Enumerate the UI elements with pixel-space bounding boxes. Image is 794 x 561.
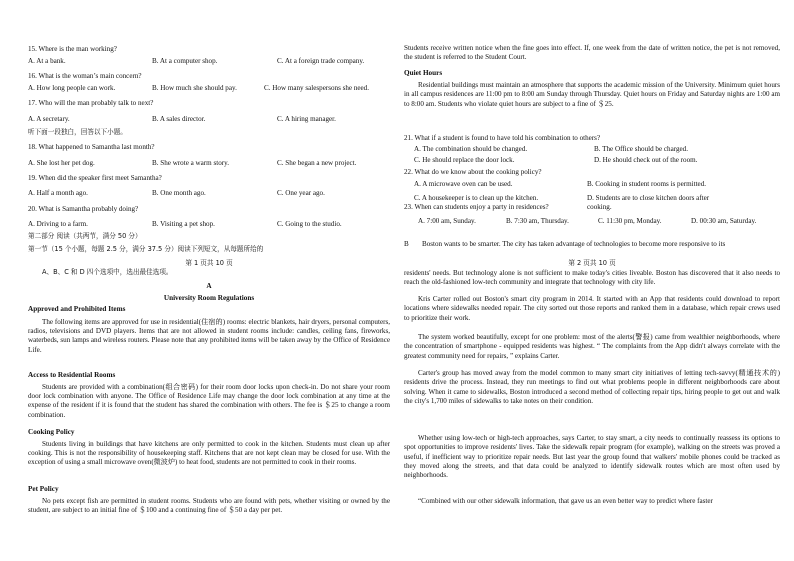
- option: D. 00:30 am, Saturday.: [691, 217, 757, 225]
- question-19: 19. When did the speaker first meet Samantha?: [28, 174, 162, 182]
- heading-cooking: Cooking Policy: [28, 428, 75, 436]
- passage-letter: A: [206, 282, 212, 290]
- question-18: 18. What happened to Samantha last month?: [28, 143, 155, 151]
- option: A. Driving to a farm.: [28, 220, 88, 228]
- option: A. A microwave oven can be used.: [414, 180, 513, 188]
- option: D. Students are to close kitchen doors after: [587, 194, 710, 202]
- para-pet: No pets except fish are permitted in student rooms. Students who are found with pets, whether visiting or owned by the student, are subject to an initial fine of ＄100 and a continuing fine of ＄50 a day per pet.: [28, 497, 390, 515]
- para-b-start: Boston wants to be smarter. The city has taken advantage of technologies to become more responsive to its: [422, 240, 726, 248]
- option: B. The Office should be charged.: [594, 145, 688, 153]
- para-quiet: Residential buildings must maintain an atmosphere that supports the academic mission of the University. Minimum quiet hours in all campus residences are 11:00 pm to 8:00 am Sunday through Thursday. Quiet hours on Friday and Saturday nights are 1:00 am to 8:00 am. Students who violate quiet hours are subject to a fine of ＄25.: [404, 81, 780, 108]
- question-15: 15. Where is the man working?: [28, 45, 117, 53]
- option: C. How many salespersons she need.: [264, 84, 370, 92]
- option: B. Cooking in student rooms is permitted.: [587, 180, 707, 188]
- option: C. He should replace the door lock.: [414, 156, 515, 164]
- option: B. She wrote a warm story.: [152, 159, 229, 167]
- option: A. A secretary.: [28, 115, 70, 123]
- option: B. One month ago.: [152, 189, 206, 197]
- passage-title: University Room Regulations: [163, 294, 255, 302]
- option: B. How much she should pay.: [152, 84, 237, 92]
- heading-access: Access to Residential Rooms: [28, 371, 116, 379]
- option: A. Half a month ago.: [28, 189, 88, 197]
- question-20: 20. What is Samantha probably doing?: [28, 205, 139, 213]
- question-17: 17. Who will the man probably talk to next?: [28, 99, 154, 107]
- option: A. At a bank.: [28, 57, 66, 65]
- option: B. At a computer shop.: [152, 57, 218, 65]
- option: C. She began a new project.: [277, 159, 357, 167]
- passage-b-letter: B: [404, 240, 409, 248]
- option: C. A housekeeper is to clean up the kitchen.: [414, 194, 539, 202]
- listening-instruction: 听下面一段独白，回答以下小题。: [28, 128, 127, 136]
- question-23: 23. When can students enjoy a party in residences?: [404, 203, 549, 211]
- option: C. 11:30 pm, Monday.: [598, 217, 662, 225]
- para-access: Students are provided with a combination(组合密码) for their room door locks upon check-in. Do not share your room door lock combination with anyone. The Office of Residence Life may change the door lock combination at any time at the expense of the resident if it is found that the student has shared the combination with others. The fee is ＄25 to change a room combination.: [28, 383, 390, 419]
- para-b6: “Combined with our other sidewalk information, that gave us an even better way to predict where faster: [418, 497, 713, 505]
- option-cont: cooking.: [587, 203, 612, 211]
- para-b1: residents' needs. But technology alone is not sufficient to make today's cities liveable. Boston has discovered that it also needs to reach the old-fashioned low-tech community and integrate that technology with city life.: [404, 269, 780, 287]
- part2-title: 第二部分 阅读（共两节，满分 50 分）: [28, 232, 142, 240]
- right-column: [404, 0, 780, 561]
- para-b3: The system worked beautifully, except for one problem: most of the alerts(警报) came from wealthier neighborhoods, where the concentration of smartphone - equipped residents was highest. “ The complaints from the App didn't always correlate with the greatest community need for repairs, ” explains Carter.: [404, 333, 780, 360]
- para-approved: The following items are approved for use in residential(住宿的) rooms: electric blankets, hair dryers, personal computers, radios, televisions and DVD players. Items that are not allowed in student rooms include: candles, ceiling fans, fireworks, waterbeds, sun lamps and wireless routers. Please note that any prohibited items will be taken away by the Office of Residence Life.: [28, 318, 390, 354]
- option: B. Visiting a pet shop.: [152, 220, 215, 228]
- para-b4: Carter's group has moved away from the model common to many smart city initiatives of letting tech-savvy(精通技术的) residents drive the process. Instead, they run meetings to find out what problems people in different neighborhoods care about solving. When it came to sidewalks, Boston introduced a second method of collecting repair tips, hiring people to get out and walk the city's 1,700 miles of sidewalks to take notes on their condition.: [404, 369, 780, 405]
- para-pet-cont: Students receive written notice when the fine goes into effect. If, one week from the date of written notice, the pet is not removed, the student is referred to the Student Court.: [404, 44, 780, 62]
- heading-quiet: Quiet Hours: [404, 69, 443, 77]
- option: C. One year ago.: [277, 189, 325, 197]
- page-footer: 第 2 页共 10 页: [568, 259, 616, 267]
- page-footer: 第 1 页共 10 页: [185, 259, 233, 267]
- para-cooking: Students living in buildings that have kitchens are only permitted to cook in the kitchen. Students must clean up after cooking. This is not the responsibility of housekeeping staff. Kitchens that are not kept clean may be closed for use. With the exception of using a small microwave oven(微波炉) to heat food, students are not permitted to cook in their rooms.: [28, 440, 390, 467]
- option: A. She lost her pet dog.: [28, 159, 95, 167]
- para-b5: Whether using low-tech or high-tech approaches, says Carter, to stay smart, a city needs to continually reassess its options to spot opportunities to improve residents' lives. Take the sidewalk repair program (for example), walking on the streets was proved a useful, if inefficient way to prioritize repair needs. But last year the group found that walkers' mobile phones could be tracked as they moved along the streets, and that data could be analyzed to identify sidewalk routes which are most often used by neighborhoods.: [404, 434, 780, 480]
- heading-approved: Approved and Prohibited Items: [28, 305, 126, 313]
- question-22: 22. What do we know about the cooking policy?: [404, 168, 542, 176]
- option: A. 7:00 am, Sunday.: [418, 217, 476, 225]
- para-b2: Kris Carter rolled out Boston's smart city program in 2014. It started with an App that residents could download to report locations where sidewalks needed repair. The city sorted out those reports and ranked them in a database, which repair crews used to prioritize their work.: [404, 295, 780, 322]
- option: C. A hiring manager.: [277, 115, 336, 123]
- option: B. 7:30 am, Thursday.: [506, 217, 569, 225]
- section1-title: 第一节（15 个小题，每题 2.5 分，满分 37.5 分）阅读下列短文，从每题所给的: [28, 245, 264, 253]
- option: A. How long people can work.: [28, 84, 116, 92]
- question-16: 16. What is the woman’s main concern?: [28, 72, 142, 80]
- option: B. A sales director.: [152, 115, 206, 123]
- heading-pet: Pet Policy: [28, 485, 59, 493]
- left-column: [28, 0, 390, 561]
- section1-tail: A、B、C 和 D 四个选项中，选出最佳选项。: [42, 268, 173, 276]
- option: C. At a foreign trade company.: [277, 57, 365, 65]
- question-21: 21. What if a student is found to have told his combination to others?: [404, 134, 601, 142]
- option: D. He should check out of the room.: [594, 156, 698, 164]
- option: C. Going to the studio.: [277, 220, 342, 228]
- option: A. The combination should be changed.: [414, 145, 528, 153]
